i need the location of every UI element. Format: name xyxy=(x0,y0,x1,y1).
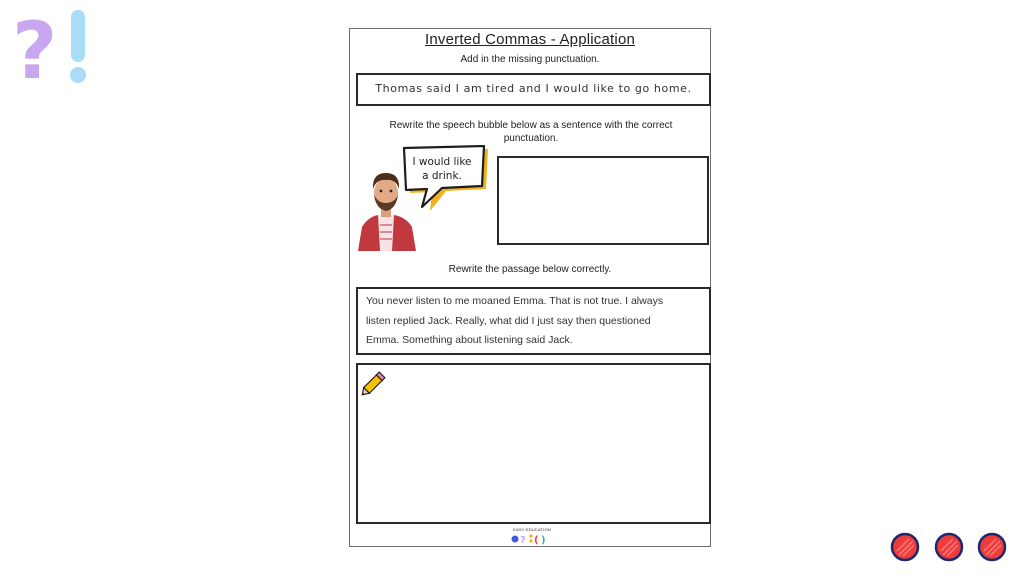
task3-instruction: Rewrite the passage below correctly. xyxy=(448,264,612,275)
question-exclamation-logo xyxy=(10,6,94,86)
task1-instruction: Add in the missing punctuation. xyxy=(460,54,600,65)
task1-sentence: Thomas said I am tired and I would like to go home. xyxy=(375,82,692,95)
task2-answer-box[interactable] xyxy=(497,156,709,245)
nav-dot-icon[interactable] xyxy=(977,532,1007,562)
easy-education-logo xyxy=(510,529,554,545)
svg-text:?: ? xyxy=(12,7,58,86)
speech-bubble-text xyxy=(404,155,480,183)
task1-sentence-box xyxy=(356,73,711,106)
worksheet-page xyxy=(349,28,711,547)
passage-line-2: listen replied Jack. Really, what did I just say then questioned xyxy=(366,314,651,327)
bubble-line-2: a drink. xyxy=(422,170,462,182)
nav-dot-icon[interactable] xyxy=(890,532,920,562)
passage-line-3: Emma. Something about listening said Jack. xyxy=(366,334,573,346)
task3-passage-box xyxy=(356,287,711,355)
bubble-line-1: I would like xyxy=(412,156,472,168)
task2-instruction: Rewrite the speech bubble below as a sentence with the correct punctuation. xyxy=(389,120,673,144)
svg-text:?: ? xyxy=(520,535,526,545)
task3-passage xyxy=(358,289,709,354)
task3-answer-box[interactable] xyxy=(356,363,711,524)
footer-brand-text: EASY EDUCATION xyxy=(513,527,551,532)
pencil-icon xyxy=(360,367,390,397)
worksheet-title: Inverted Commas - Application xyxy=(424,31,636,48)
passage-line-1: You never listen to me moaned Emma. That is not true. I always xyxy=(366,295,664,307)
svg-text:(: ( xyxy=(534,535,539,545)
svg-text:): ) xyxy=(541,535,546,545)
nav-dot-icon[interactable] xyxy=(934,532,964,562)
